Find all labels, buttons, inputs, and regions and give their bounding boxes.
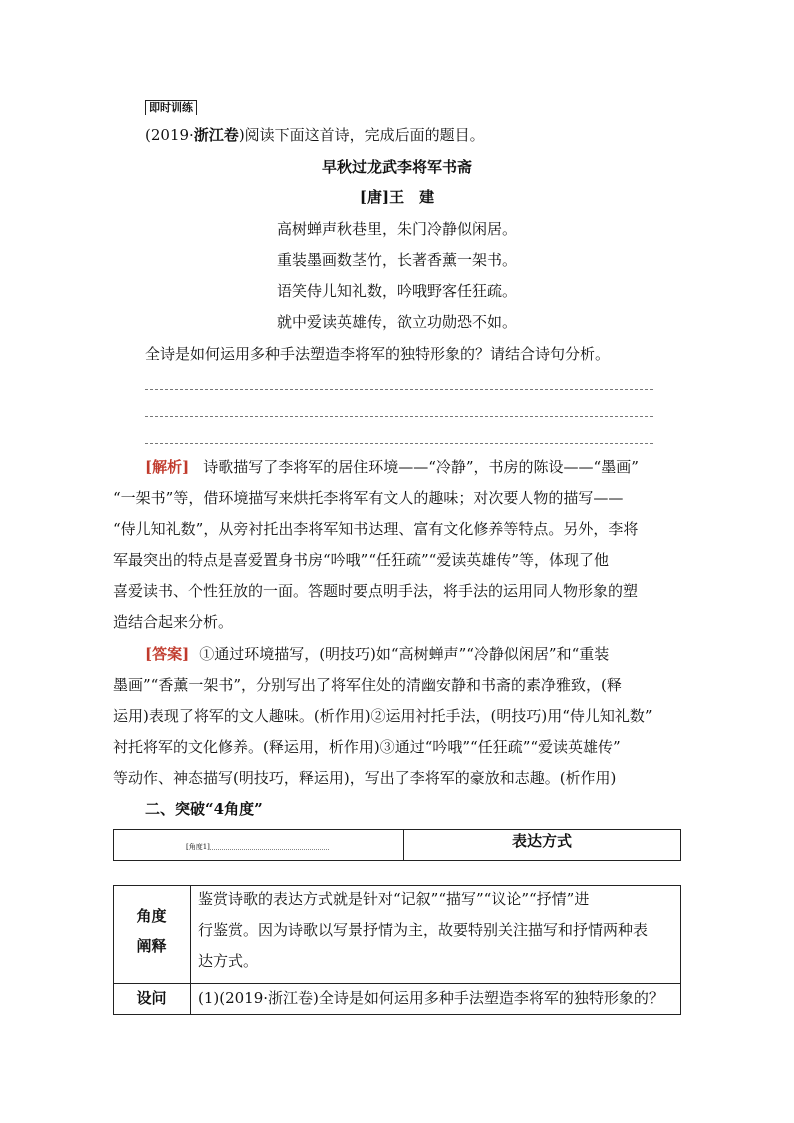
poem-line: 重装墨画数茎竹，长著香薰一架书。: [276, 251, 517, 269]
answer-line: 等动作、神态描写(明技巧，释运用)，写出了李将军的豪放和志趣。(析作用): [113, 769, 617, 787]
detail-line: 行鉴赏。因为诗歌以写景抒情为主，故要特别关注描写和抒情两种表: [198, 921, 649, 939]
answer-blank-line: [145, 389, 653, 390]
detail-table-col-divider: [190, 885, 191, 1015]
analysis-line: 军最突出的特点是喜爱置身书房“吟哦”“任狂疏”“爱读英雄传”等，体现了他: [113, 551, 610, 569]
analysis-line: 喜爱读书、个性狂放的一面。答题时要点明手法，将手法的运用同人物形象的塑: [113, 582, 639, 600]
angle-title: 表达方式: [511, 832, 572, 850]
row-header-angle: 角度: [136, 907, 167, 925]
angle-label-leader: [208, 849, 329, 850]
detail-line: 达方式。: [198, 952, 259, 970]
question: 全诗是如何运用多种手法塑造李将军的独特形象的？请结合诗句分析。: [145, 345, 611, 363]
section-tag: 即时训练: [145, 100, 197, 115]
angle-label: [角度1]: [186, 843, 210, 851]
poem-line: 就中爱读英雄传，欲立功勋恐不如。: [276, 313, 517, 331]
intro-source-bold: 浙江卷: [193, 126, 239, 144]
analysis-line-1: [解析] 诗歌描写了李将军的居住环境——“冷静”，书房的陈设——“墨画”: [145, 458, 639, 476]
poem-title: 早秋过龙武李将军书斋: [321, 158, 472, 176]
intro-rest: )阅读下面这首诗，完成后面的题目。: [238, 126, 485, 144]
poem-line: 高树蝉声秋巷里，朱门冷静似闲居。: [276, 220, 517, 238]
analysis-label: [解析]: [145, 458, 190, 476]
answer-line: 墨画”“香薰一架书”，分别写出了将军住处的清幽安静和书斋的素净雅致，(释: [113, 676, 622, 694]
detail-table-row-divider: [113, 983, 681, 984]
section-heading: 二、突破“4角度”: [145, 800, 263, 818]
answer-blank-line: [145, 416, 653, 417]
analysis-line: “侍儿知礼数”，从旁衬托出李将军知书达理、富有文化修养等特点。另外，李将: [113, 520, 639, 538]
poem-line: 语笑侍儿知礼数，吟哦野客任狂疏。: [276, 282, 517, 300]
analysis-line: “一架书”等，借环境描写来烘托李将军有文人的趣味；对次要人物的描写——: [113, 489, 624, 507]
answer-line-1: [答案] ①通过环境描写，(明技巧)如“高树蝉声”“冷静似闲居”和“重装: [145, 645, 610, 663]
answer-label: [答案]: [145, 645, 190, 663]
answer-line: 运用)表现了将军的文人趣味。(析作用)②运用衬托手法，(明技巧)用“侍儿知礼数”: [113, 707, 653, 725]
detail-question: (1)(2019·浙江卷)全诗是如何运用多种手法塑造李将军的独特形象的？: [198, 989, 664, 1007]
answer-line: 衬托将军的文化修养。(释运用，析作用)③通过“吟哦”“任狂疏”“爱读英雄传”: [113, 738, 621, 756]
answer-blank-line: [145, 443, 653, 444]
poem-author: [唐]王 建: [359, 188, 435, 206]
intro-source: (2019·: [145, 126, 194, 144]
row-header-question: 设问: [136, 989, 167, 1007]
intro-line: [145, 125, 485, 145]
analysis-line: 造结合起来分析。: [113, 613, 234, 631]
row-header-explain: 阐释: [136, 937, 167, 955]
detail-line: 鉴赏诗歌的表达方式就是针对“记叙”“描写”“议论”“抒情”进: [198, 890, 590, 908]
